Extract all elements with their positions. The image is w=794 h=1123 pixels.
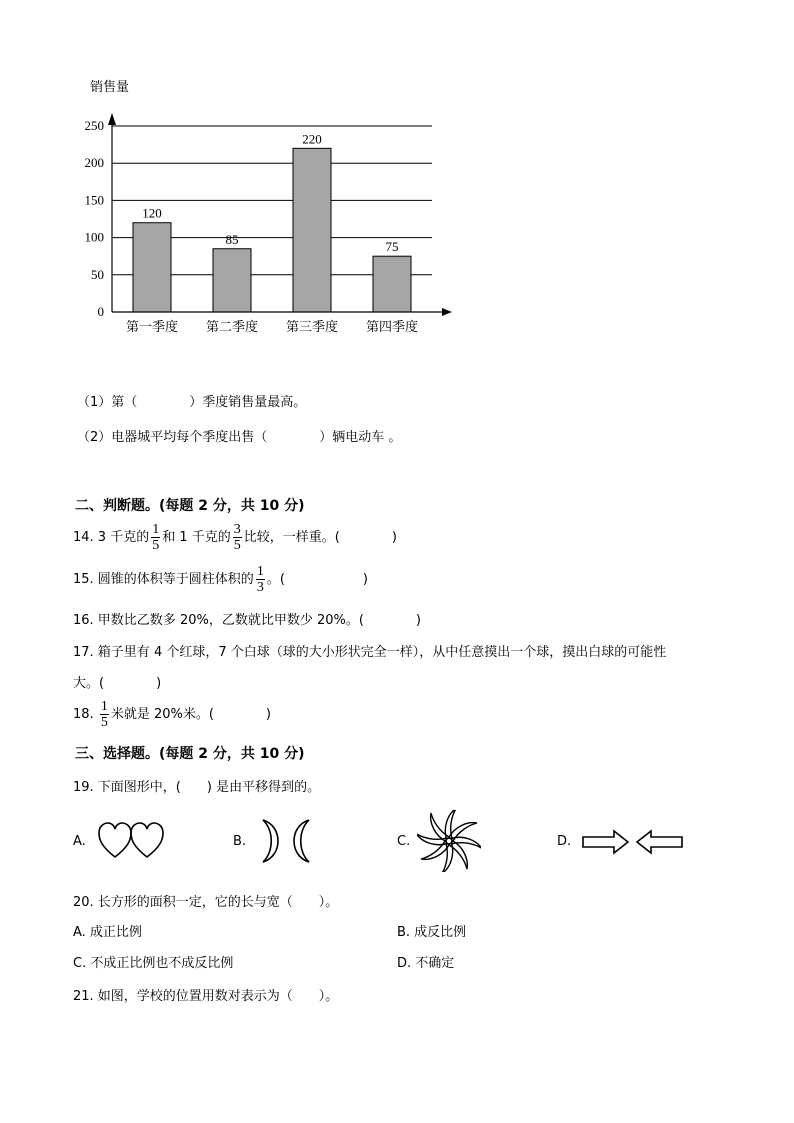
option-d-label: D. [557,834,572,849]
y-axis-arrow [108,113,116,125]
y-tick-label: 50 [91,266,104,282]
y-tick-label: 0 [97,304,104,319]
bar [373,256,411,312]
fraction-one-third: $\frac{1}{3}$ [256,564,264,595]
question-1: （1）第（ ）季度销售量最高。 [77,395,307,410]
bar-chart [70,75,540,335]
q20-option-a: A. 成正比例 [73,925,142,940]
y-tick-label: 100 [84,229,104,245]
data-label: 85 [225,231,239,247]
q20-option-c: C. 不成正比例也不成反比例 [73,956,234,971]
bar [213,249,251,312]
y-tick-label: 150 [84,192,104,208]
question-19: 19. 下面图形中，( ) 是由平移得到的。 [73,780,321,795]
y-tick-label: 250 [84,118,104,133]
crescents-icon [259,818,313,864]
question-20: 20. 长方形的面积一定，它的长与宽（ ）。 [73,895,339,910]
fraction-three-fifths: $\frac{3}{5}$ [233,522,241,553]
y-tick-label: 200 [84,155,104,171]
data-label: 75 [385,239,399,255]
question-18: 18. $\frac{1}{5}$ 米就是 20%米。( ) [73,699,271,730]
two-hearts-icon [98,822,166,860]
section-3-title: 三、选择题。(每题 2 分，共 10 分) [75,746,305,762]
bar [133,223,171,312]
y-axis-label: 销售量 [90,80,130,95]
pinwheel-icon [417,810,481,872]
q20-option-d: D. 不确定 [397,956,455,971]
x-tick-label: 第三季度 [285,320,339,335]
x-tick-label: 第二季度 [205,320,259,335]
question-17-line1: 17. 箱子里有 4 个红球，7 个白球（球的大小形状完全一样），从中任意摸出一个球，摸出白球的可能性 [73,645,667,660]
data-label: 220 [302,131,322,147]
question-14: 14. 3 千克的 $\frac{1}{5}$ 和 1 千克的 $\frac{3}{5}$ 比较，一样重。( ) [73,522,397,553]
question-17-line2: 大。( ) [73,676,162,691]
bar [293,148,331,312]
x-tick-label: 第一季度 [125,320,179,335]
fraction-one-fifth: $\frac{1}{5}$ [152,522,160,553]
x-tick-label: 第四季度 [365,320,419,335]
question-16: 16. 甲数比乙数多 20%，乙数就比甲数少 20%。( ) [73,613,422,628]
option-c-label: C. [397,834,411,849]
opposing-arrows-icon [582,829,684,855]
data-label: 120 [142,205,162,221]
fraction-one-fifth-b: $\frac{1}{5}$ [100,699,108,730]
question-21: 21. 如图，学校的位置用数对表示为（ ）。 [73,989,339,1004]
section-2-title: 二、判断题。(每题 2 分，共 10 分) [75,498,305,514]
question-15: 15. 圆锥的体积等于圆柱体积的 $\frac{1}{3}$ 。( ) [73,564,368,595]
option-a-label: A. [73,834,86,849]
option-b-label: B. [233,834,247,849]
q20-option-b: B. 成反比例 [397,925,467,940]
question-2: （2）电器城平均每个季度出售（ ）辆电动车 。 [77,430,402,445]
x-axis-arrow [442,308,452,316]
